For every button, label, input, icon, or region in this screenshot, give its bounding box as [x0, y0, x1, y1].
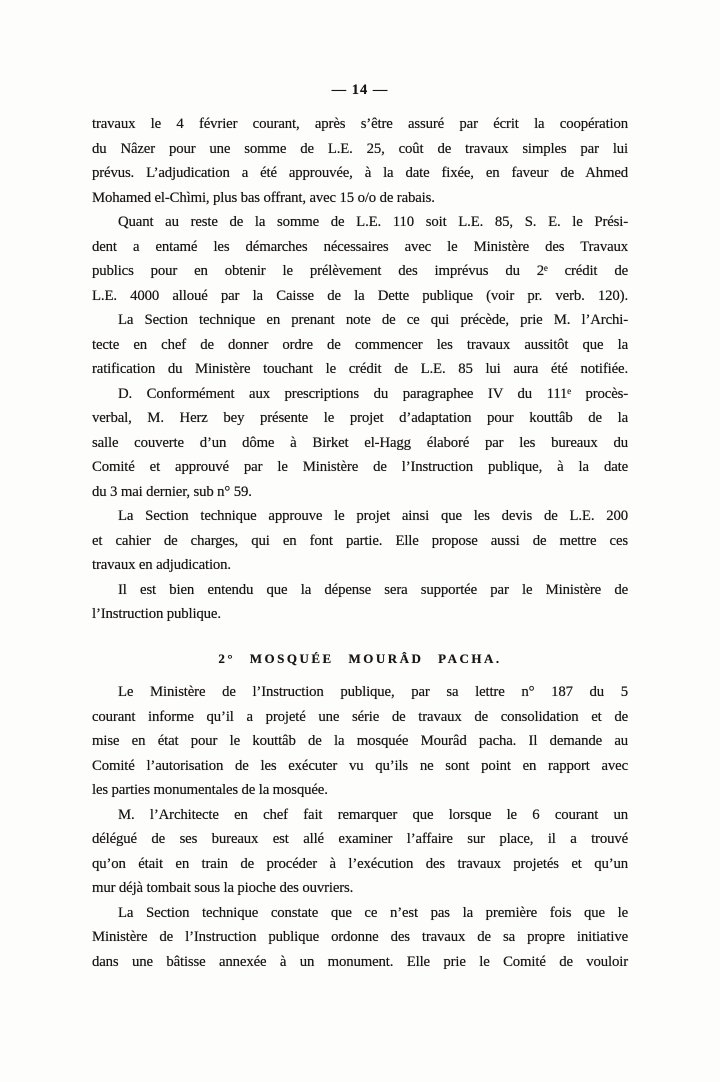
paragraph	[92, 680, 628, 803]
text-line: verbal, M. Herz bey présente le projet d’adaptation pour kouttâb de la	[92, 410, 628, 426]
text-line: qu’on était en train de procéder à l’exécution des travaux projetés et qu’un	[92, 855, 628, 872]
text-line: publics pour en obtenir le prélèvement des imprévus du 2ᵉ crédit de	[92, 263, 628, 279]
text-line: les parties monumentales de la mosquée.	[92, 782, 328, 798]
text-line: travaux en adjudication.	[92, 557, 231, 573]
section-heading: 2° MOSQUÉE MOURÂD PACHA.	[218, 650, 502, 666]
text-line: M. l’Architecte en chef fait remarquer que lorsque le 6 courant un	[118, 806, 628, 823]
text-block	[92, 112, 628, 974]
paragraph	[92, 210, 628, 308]
text-line: Il est bien entendu que la dépense sera supportée par le Ministère de	[118, 581, 628, 598]
text-line: Comité et approuvé par le Ministère de l’Instruction publique, à la date	[92, 459, 628, 475]
paragraph	[92, 578, 628, 627]
text-line: du Nâzer pour une somme de L.E. 25, coût de travaux simples par lui	[92, 140, 628, 157]
text-line: Quant au reste de la somme de L.E. 110 soit L.E. 85, S. E. le Prési-	[118, 214, 628, 230]
paragraph	[92, 504, 628, 578]
paragraph	[92, 901, 628, 975]
text-line: La Section technique en prenant note de ce qui précède, prie M. l’Archi-	[118, 312, 628, 328]
text-line: travaux le 4 février courant, après s’être assuré par écrit la coopération	[92, 116, 628, 132]
text-line: tecte en chef de donner ordre de commencer les travaux aussitôt que la	[92, 336, 628, 353]
text-line: La Section technique approuve le projet ainsi que les devis de L.E. 200	[118, 508, 628, 524]
text-line: et cahier de charges, qui en font partie. Elle propose aussi de mettre ces	[92, 532, 628, 549]
text-line: dans une bâtisse annexée à un monument. Elle prie le Comité de vouloir	[92, 953, 628, 970]
text-line: L.E. 4000 alloué par la Caisse de la Dette publique (voir pr. verb. 120).	[92, 287, 628, 304]
paragraph	[92, 308, 628, 382]
text-line: mur déjà tombait sous la pioche des ouvriers.	[92, 880, 354, 896]
text-line: dent a entamé les démarches nécessaires avec le Ministère des Travaux	[92, 238, 628, 255]
text-line: La Section technique constate que ce n’est pas la première fois que le	[118, 904, 628, 921]
page-number: — 14 —	[331, 82, 389, 98]
text-line: mise en état pour le kouttâb de la mosquée Mourâd pacha. Il demande au	[92, 733, 628, 749]
text-line: prévus. L’adjudication a été approuvée, à la date fixée, en faveur de Ahmed	[92, 165, 628, 181]
text-line: Mohamed el-Chìmi, plus bas offrant, avec 15 o/o de rabais.	[92, 189, 435, 206]
text-line: ratification du Ministère touchant le crédit de L.E. 85 lui aura été notifiée.	[92, 361, 628, 377]
paragraph	[92, 382, 628, 505]
text-line: salle couverte d’un dôme à Birket el-Hagg élaboré par les bureaux du	[92, 434, 628, 451]
text-line: Le Ministère de l’Instruction publique, par sa lettre n° 187 du 5	[118, 684, 628, 700]
text-line: délégué de ses bureaux est allé examiner l’affaire sur place, il a trouvé	[92, 831, 628, 847]
text-line: l’Instruction publique.	[92, 606, 221, 622]
text-line: du 3 mai dernier, sub n° 59.	[92, 483, 252, 500]
paragraph	[92, 112, 628, 210]
text-line: D. Conformément aux prescriptions du paragraphee IV du 111ᵉ procès-	[118, 385, 628, 402]
text-line: courant informe qu’il a projeté une série de travaux de consolidation et de	[92, 708, 628, 725]
text-line: Ministère de l’Instruction publique ordonne des travaux de sa propre initiative	[92, 929, 628, 945]
text-line: Comité l’autorisation de les exécuter vu qu’ils ne sont point en rapport avec	[92, 757, 628, 774]
paragraph	[92, 803, 628, 901]
